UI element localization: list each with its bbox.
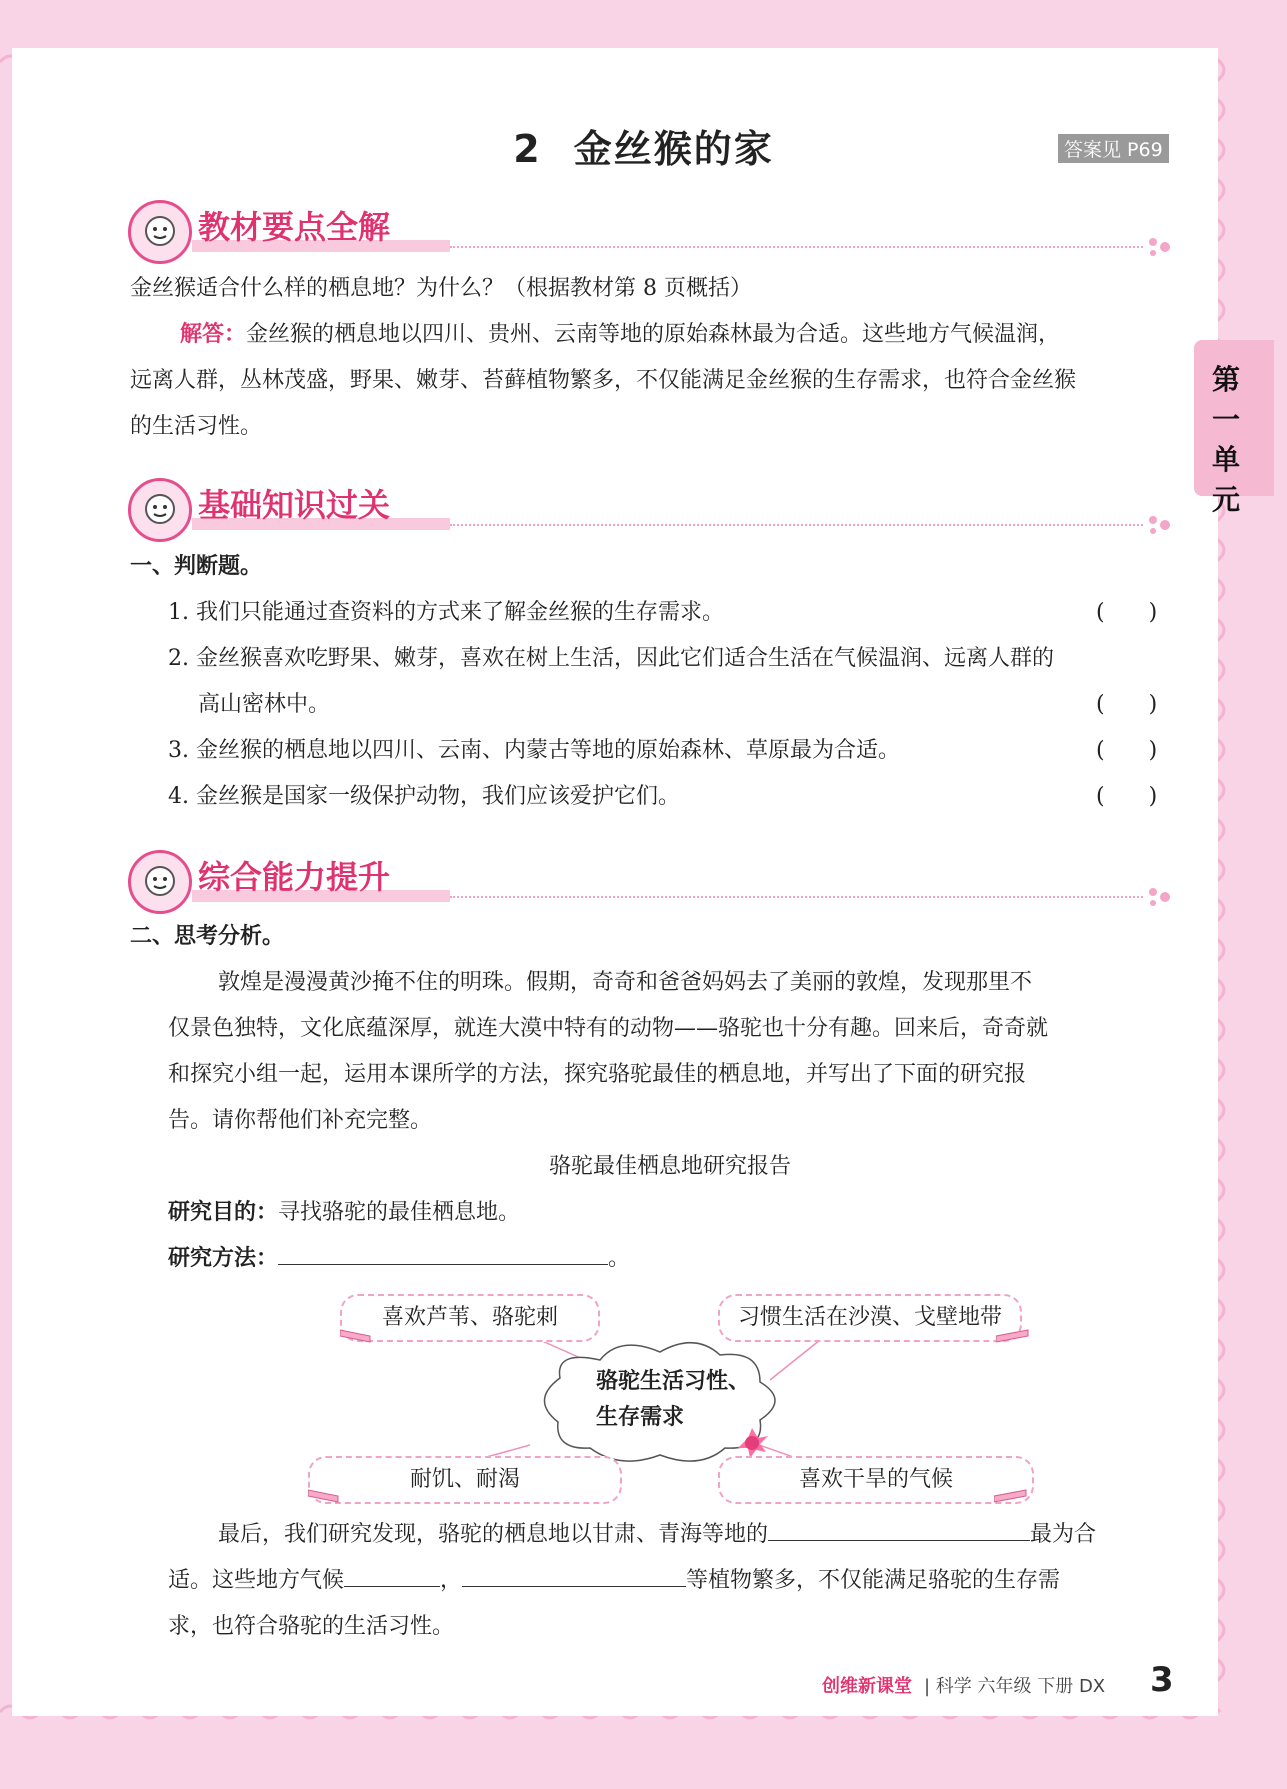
- paragraph-line: 告。请你帮他们补充完整。: [168, 1108, 433, 1133]
- lesson-title: 金丝猴的家: [573, 127, 774, 171]
- judgment-item: 4. 金丝猴是国家一级保护动物，我们应该爱护它们。: [168, 784, 680, 809]
- answer-line: [180, 312, 1060, 358]
- method-label: 研究方法：: [168, 1246, 279, 1271]
- answer-label: 解答：: [180, 322, 247, 347]
- dots-decoration-icon: [1147, 514, 1173, 536]
- unit-label: 第一单元: [1211, 363, 1240, 516]
- section-header-basics: [128, 474, 1173, 534]
- conclusion-text: 等植物繁多，不仅能满足骆驼的生存需: [686, 1568, 1061, 1593]
- pencil-icon: [996, 1326, 1036, 1346]
- dotted-divider: [450, 246, 1143, 248]
- paragraph-line: 仅景色独特，文化底蕴深厚，就连大漠中特有的动物——骆驼也十分有趣。回来后，奇奇就: [168, 1016, 1049, 1041]
- answer-parens[interactable]: ( ): [1096, 784, 1158, 809]
- report-title: 骆驼最佳栖息地研究报告: [548, 1154, 791, 1179]
- answer-parens[interactable]: ( ): [1096, 692, 1158, 717]
- climate-blank[interactable]: [344, 1562, 440, 1587]
- answer-reference-badge: 答案见 P69: [1058, 134, 1169, 163]
- conclusion-line: [218, 1512, 1096, 1558]
- cartoon-avatar-icon: [128, 850, 192, 914]
- paragraph-line: 敦煌是漫漫黄沙掩不住的明珠。假期，奇奇和爸爸妈妈去了美丽的敦煌，发现那里不: [218, 970, 1033, 995]
- lesson-number: 2: [513, 127, 542, 171]
- answer-line: 远离人群，丛林茂盛，野果、嫩芽、苔藓植物繁多，不仅能满足金丝猴的生存需求，也符合金丝猴: [130, 368, 1077, 393]
- answer-parens[interactable]: ( ): [1096, 600, 1158, 625]
- research-method: [168, 1236, 630, 1282]
- question-text: 金丝猴适合什么样的栖息地？为什么？（根据教材第 8 页概括）: [130, 276, 752, 301]
- pencil-icon: [340, 1326, 380, 1346]
- mindmap-node: 喜欢干旱的气候: [718, 1456, 1034, 1504]
- conclusion-text: ，: [440, 1568, 463, 1593]
- conclusion-line: 求，也符合骆驼的生活习性。: [168, 1614, 455, 1639]
- unit-side-tab[interactable]: [1194, 340, 1274, 516]
- method-end: 。: [608, 1246, 631, 1271]
- judgment-item: 1. 我们只能通过查资料的方式来了解金丝猴的生存需求。: [168, 600, 724, 625]
- method-blank[interactable]: [278, 1240, 608, 1265]
- answer-parens[interactable]: ( ): [1096, 738, 1158, 763]
- mindmap-node: 耐饥、耐渴: [308, 1456, 622, 1504]
- judgment-item: 3. 金丝猴的栖息地以四川、云南、内蒙古等地的原始森林、草原最为合适。: [168, 738, 900, 763]
- purpose-text: 寻找骆驼的最佳栖息地。: [278, 1200, 521, 1225]
- cartoon-avatar-icon: [128, 200, 192, 264]
- section-title: 教材要点全解: [198, 208, 391, 246]
- page-number: 3: [1150, 1660, 1174, 1700]
- dots-decoration-icon: [1147, 886, 1173, 908]
- plants-blank[interactable]: [462, 1562, 686, 1587]
- footer-info: | 科学 六年级 下册 DX: [924, 1676, 1106, 1697]
- section-title: 基础知识过关: [198, 486, 391, 524]
- mindmap-center: 骆驼生活习性、: [596, 1369, 751, 1394]
- research-purpose: [168, 1190, 520, 1236]
- mindmap-node: 习惯生活在沙漠、戈壁地带: [718, 1294, 1022, 1342]
- judgment-item: 2. 金丝猴喜欢吃野果、嫩芽，喜欢在树上生活，因此它们适合生活在气候温润、远离人群的: [168, 646, 1054, 671]
- section-header-key-points: [128, 196, 1173, 256]
- mindmap-center: 生存需求: [596, 1405, 685, 1430]
- part-title: 一、判断题。: [130, 554, 263, 579]
- cartoon-avatar-icon: [128, 478, 192, 542]
- conclusion-text: 最后，我们研究发现，骆驼的栖息地以甘肃、青海等地的: [218, 1522, 769, 1547]
- conclusion-text: 最为合: [1030, 1522, 1097, 1547]
- habitat-blank[interactable]: [768, 1516, 1030, 1541]
- purpose-label: 研究目的：: [168, 1200, 279, 1225]
- pencil-icon: [308, 1486, 348, 1506]
- footer-brand: 创维新课堂: [822, 1676, 912, 1697]
- dotted-divider: [450, 524, 1143, 526]
- mindmap-node: 喜欢芦苇、骆驼刺: [340, 1294, 600, 1342]
- answer-text: 金丝猴的栖息地以四川、贵州、云南等地的原始森林最为合适。这些地方气候温润，: [246, 322, 1061, 347]
- dotted-divider: [450, 896, 1143, 898]
- pencil-icon: [994, 1486, 1034, 1506]
- answer-line: 的生活习性。: [130, 414, 263, 439]
- conclusion-line: [168, 1558, 1060, 1604]
- conclusion-text: 适。这些地方气候: [168, 1568, 345, 1593]
- paragraph-line: 和探究小组一起，运用本课所学的方法，探究骆驼最佳的栖息地，并写出了下面的研究报: [168, 1062, 1027, 1087]
- section-title: 综合能力提升: [198, 858, 391, 896]
- part-title: 二、思考分析。: [130, 924, 285, 949]
- section-header-comprehensive: [128, 846, 1173, 906]
- dots-decoration-icon: [1147, 236, 1173, 258]
- judgment-item-continued: 高山密林中。: [198, 692, 331, 717]
